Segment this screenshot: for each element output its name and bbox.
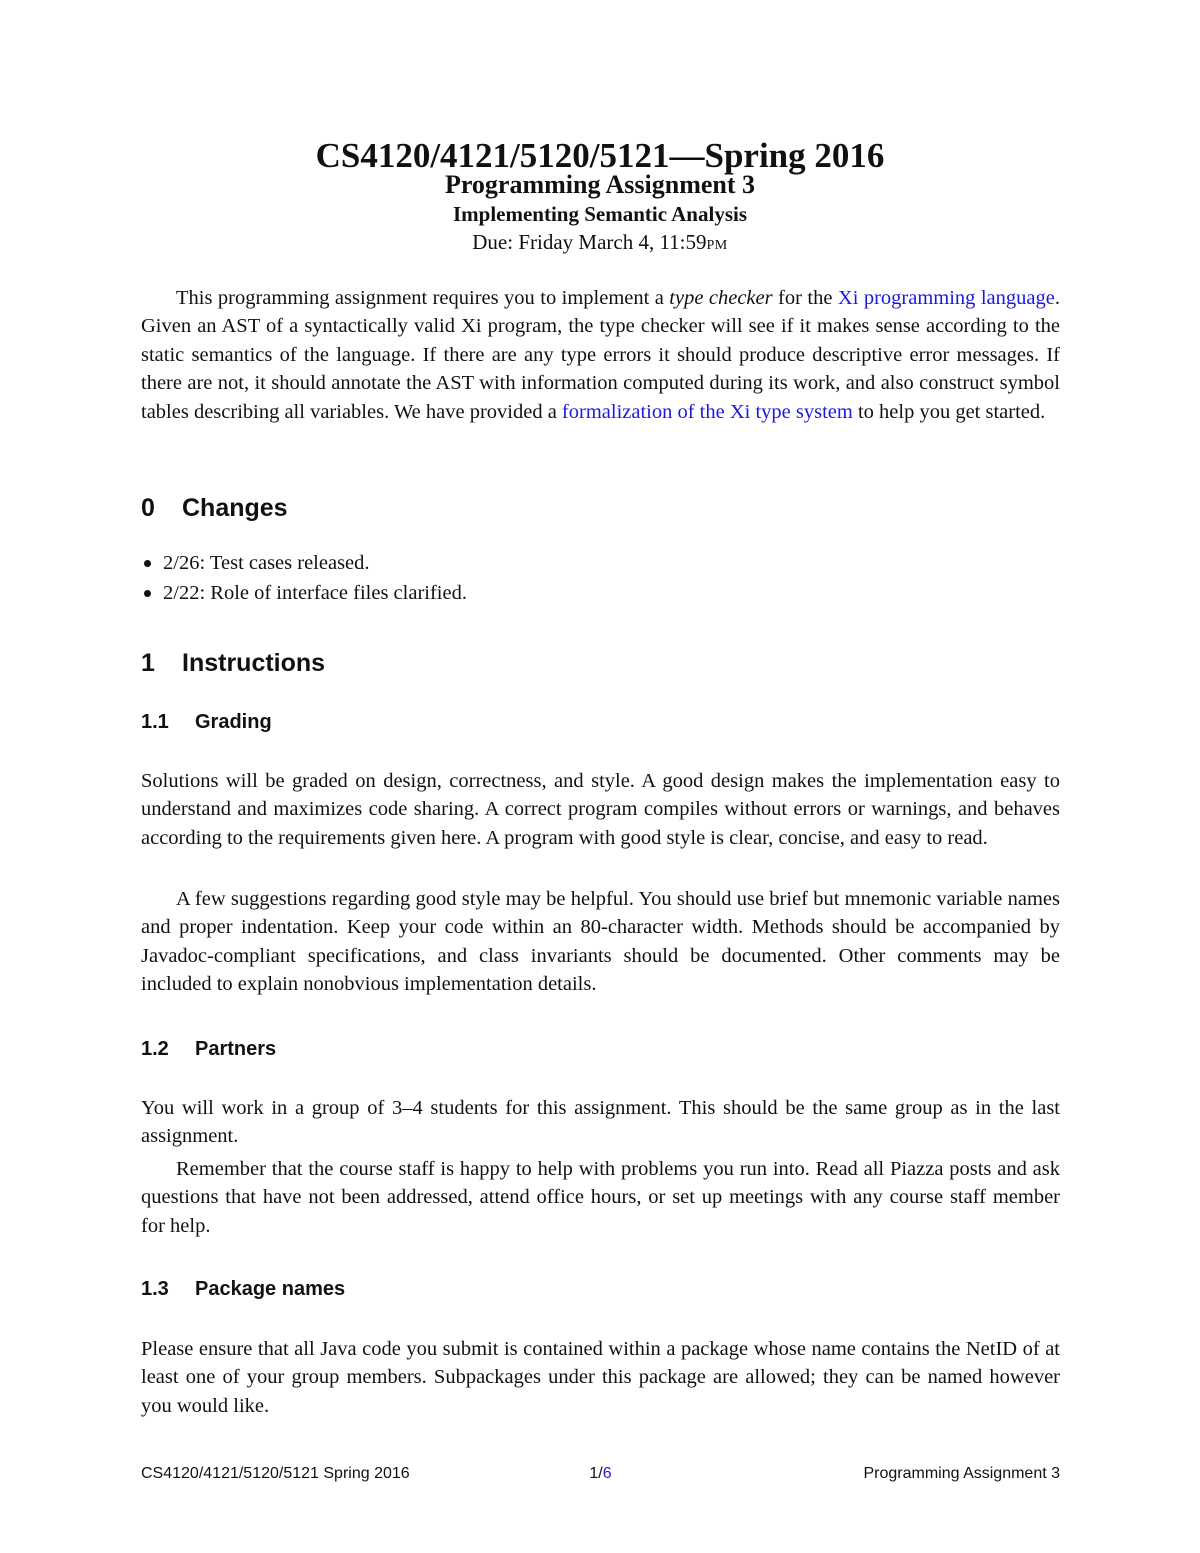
intro-text-4: to help you get started. (852, 400, 1046, 423)
footer-page-current: 1/ (589, 1465, 603, 1482)
partners-paragraph-2: Remember that the course staff is happy to help with problems you run into. Read all Piazza posts and ask questions that have not been addressed, attend office hours, or set up meetings with any course staff member for help. (141, 1158, 1060, 1237)
subsection-title: Grading (195, 711, 272, 733)
type-system-link[interactable]: formalization of the Xi type system (561, 400, 853, 423)
xi-language-link[interactable]: Xi programming language (837, 287, 1055, 309)
section-heading-changes (141, 494, 288, 523)
intro-paragraph (141, 284, 1060, 426)
footer-course: CS4120/4121/5120/5121 Spring 2016 (141, 1465, 410, 1482)
subsection-heading-grading (141, 711, 272, 734)
due-date-ampm: PM (706, 238, 728, 253)
footer-assignment: Programming Assignment 3 (863, 1465, 1060, 1482)
assignment-subtitle: Implementing Semantic Analysis (452, 202, 748, 226)
intro-text-3: . Given an AST of a syntactically valid Xi program, the type checker will see if it makes sense according to the static semantics of the language. If there are any type errors it should produce descriptive error messages. If there are not, it should annotate the AST with information computed during its work, and also construct symbol tables describing all variables. We have provided a (141, 287, 1060, 423)
section-title: Changes (182, 494, 288, 522)
subsection-number: 1.3 (141, 1278, 169, 1300)
footer-page-total-link[interactable]: 6 (602, 1465, 612, 1482)
due-date-text: Due: Friday March 4, 11:59 (472, 230, 707, 254)
intro-text-1: This programming assignment requires you to implement a (176, 287, 670, 309)
subsection-heading-partners (141, 1038, 276, 1061)
section-heading-instructions (141, 649, 325, 678)
subsection-title: Partners (195, 1038, 277, 1060)
packages-paragraph: Please ensure that all Java code you submit is contained within a package whose name contains the NetID of at least one of your group members. Subpackages under this package are allowed; they can be named however you would like. (141, 1338, 1060, 1417)
section-number: 1 (141, 649, 155, 677)
intro-text-2: for the (772, 287, 838, 309)
section-title: Instructions (182, 649, 326, 677)
grading-paragraph-1: Solutions will be graded on design, correctness, and style. A good design makes the implementation easy to understand and maximizes code sharing. A correct program compiles without errors or warnings, and behaves according to the requirements given here. A program with good style is clear, concise, and easy to read. (141, 770, 1060, 849)
course-title: CS4120/4121/5120/5121—Spring 2016 (315, 136, 885, 175)
section-number: 0 (141, 494, 155, 522)
assignment-title: Programming Assignment 3 (444, 170, 756, 199)
intro-emphasis: type checker (669, 287, 773, 309)
changes-list (141, 548, 467, 608)
partners-paragraph-1: You will work in a group of 3–4 students for this assignment. This should be the same group as in the last assignment. (141, 1097, 1060, 1148)
list-item: 2/22: Role of interface files clarified. (141, 578, 467, 608)
list-item: 2/26: Test cases released. (141, 548, 467, 578)
grading-paragraph-2: A few suggestions regarding good style may be helpful. You should use brief but mnemonic variable names and proper indentation. Keep your code within an 80-character width. Methods should be accompanied by Javadoc-compliant specifications, and class invariants should be documented. Other comments may be included to explain nonobvious implementation details. (141, 888, 1060, 996)
due-date (0, 230, 1200, 255)
subsection-number: 1.1 (141, 711, 169, 733)
subsection-number: 1.2 (141, 1038, 169, 1060)
subsection-title: Package names (195, 1278, 346, 1300)
subsection-heading-packages (141, 1278, 345, 1301)
